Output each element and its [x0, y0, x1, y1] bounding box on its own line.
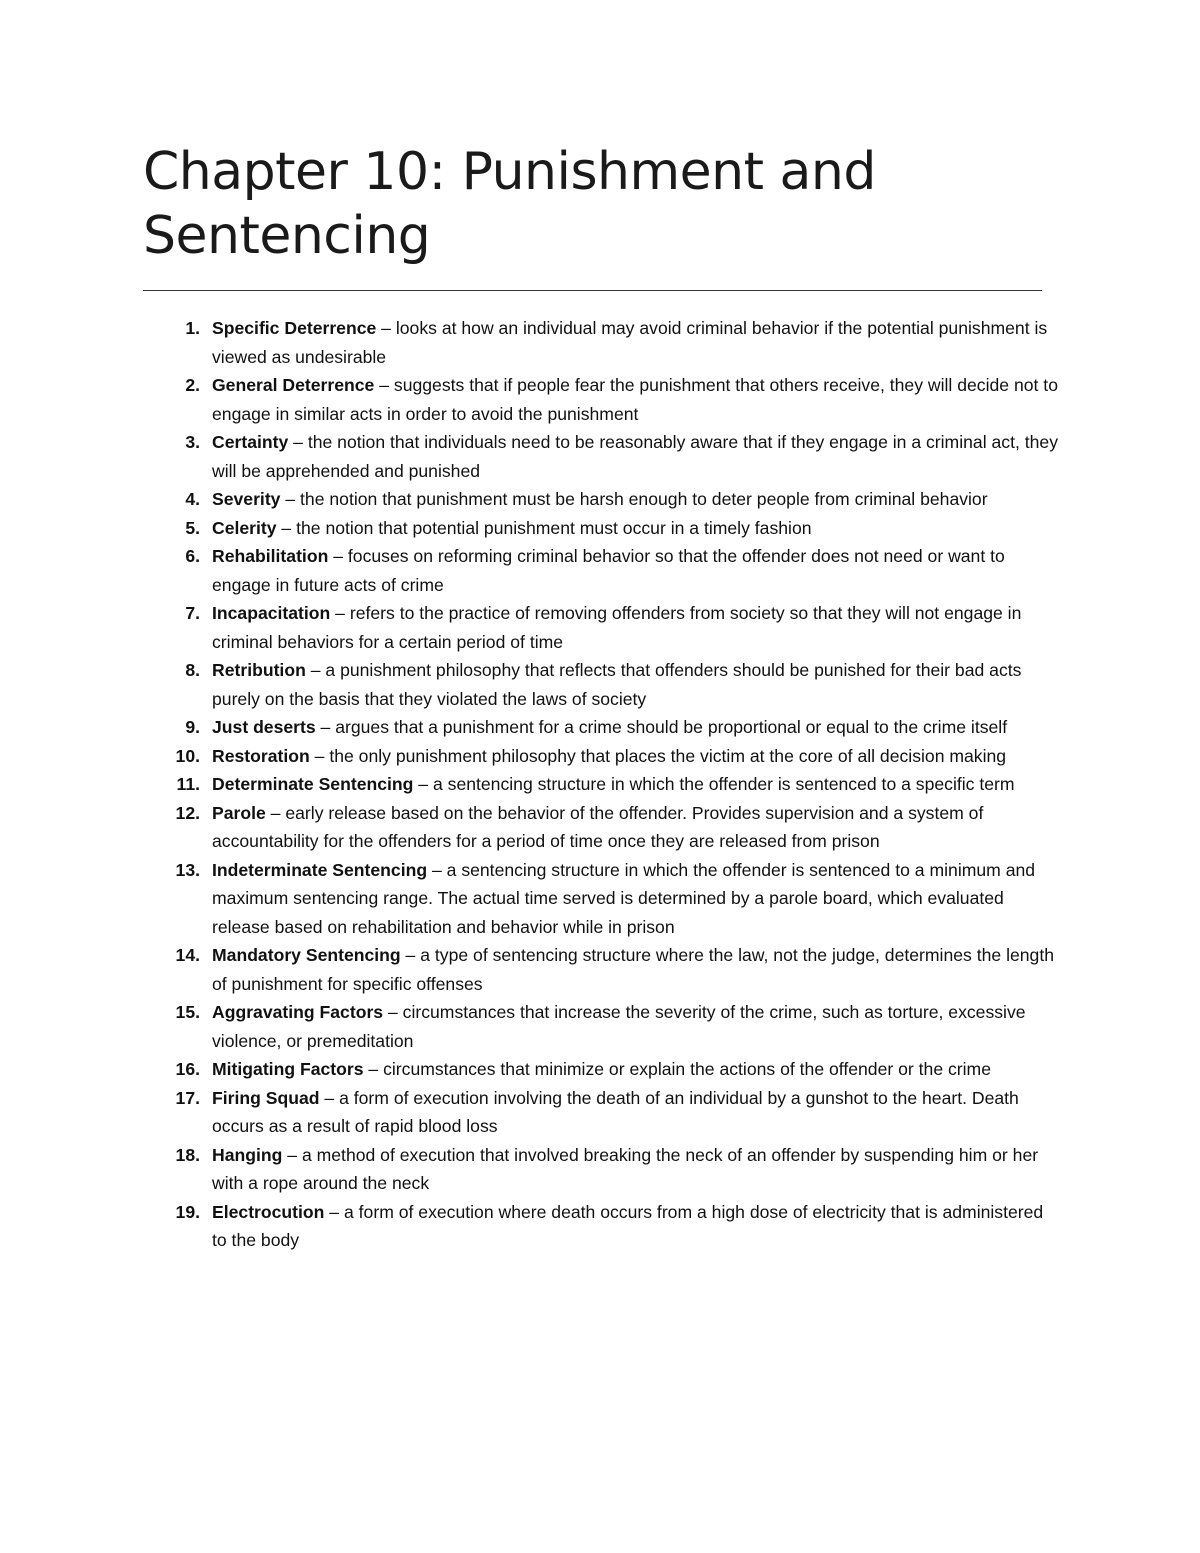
term-separator: – — [374, 375, 394, 395]
term-separator: – — [265, 802, 286, 823]
term-definition: the notion that potential punishment must occur in a timely fashion — [296, 517, 812, 538]
term-number: 19. — [175, 1201, 200, 1222]
term-definition: a form of execution where death occurs from a high dose of electricity that is administered to the body — [212, 1201, 1044, 1250]
term-name: Mandatory Sentencing — [212, 945, 401, 965]
term-item — [143, 799, 1061, 856]
terms-list — [143, 314, 1061, 1255]
term-item — [143, 1055, 1061, 1084]
term-item — [143, 599, 1061, 656]
term-item — [143, 1084, 1061, 1141]
term-item — [143, 742, 1061, 771]
term-separator: – — [315, 717, 336, 737]
term-item — [143, 770, 1061, 799]
term-number: 8. — [185, 660, 200, 680]
title-underline-divider — [143, 290, 1042, 291]
term-name: Celerity — [212, 517, 277, 538]
term-name: Mitigating Factors — [212, 1059, 364, 1079]
term-definition: circumstances that minimize or explain the actions of the offender or the crime — [383, 1059, 991, 1079]
term-item — [143, 371, 1061, 428]
term-number: 15. — [175, 1002, 200, 1022]
term-definition: a form of execution involving the death of an individual by a gunshot to the heart. Death occurs as a result of rapid blood loss — [212, 1087, 1019, 1136]
term-name: Certainty — [212, 432, 289, 452]
term-name: Aggravating Factors — [212, 1002, 384, 1022]
term-name: Specific Deterrence — [212, 318, 377, 338]
term-number: 2. — [185, 375, 200, 395]
term-item — [143, 998, 1061, 1055]
term-number: 14. — [175, 945, 200, 965]
term-number: 1. — [185, 318, 200, 338]
term-definition: a type of sentencing structure where the law, not the judge, determines the length of punishment for specific offenses — [212, 945, 1055, 994]
term-definition: looks at how an individual may avoid criminal behavior if the potential punishment is viewed as undesirable — [212, 318, 1048, 367]
term-name: Indeterminate Sentencing — [212, 859, 428, 880]
term-item — [143, 485, 1061, 514]
term-name: Determinate Sentencing — [212, 774, 414, 794]
term-definition: a sentencing structure in which the offender is sentenced to a minimum and maximum sentencing range. The actual time served is determined by a parole board, which evaluated release based on rehabilitation and behavior while in prison — [212, 859, 1036, 937]
term-definition: argues that a punishment for a crime should be proportional or equal to the crime itself — [335, 717, 1008, 737]
term-item — [143, 856, 1061, 942]
term-name: Electrocution — [212, 1201, 325, 1222]
term-name: Severity — [212, 489, 281, 509]
term-definition: the only punishment philosophy that places the victim at the core of all decision making — [329, 745, 1007, 766]
term-separator: – — [324, 1201, 344, 1222]
term-definition: refers to the practice of removing offenders from society so that they will not engage in criminal behaviors for a certain period of time — [212, 603, 1022, 652]
term-definition: suggests that if people fear the punishment that others receive, they will decide not to engage in similar acts in order to avoid the punishment — [212, 375, 1058, 424]
term-number: 17. — [175, 1087, 200, 1108]
term-separator: – — [413, 774, 433, 794]
term-name: Hanging — [212, 1144, 283, 1165]
term-name: General Deterrence — [212, 375, 375, 395]
term-separator: – — [309, 745, 330, 766]
term-separator: – — [282, 1144, 302, 1165]
term-separator: – — [305, 660, 326, 680]
term-definition: a method of execution that involved breaking the neck of an offender by suspending him or her with a rope around the neck — [212, 1144, 1039, 1193]
term-item — [143, 713, 1061, 742]
term-name: Just deserts — [212, 717, 316, 737]
term-definition: early release based on the behavior of the offender. Provides supervision and a system of accountability for the offenders for a period of time once they are released from prison — [212, 802, 984, 851]
term-number: 5. — [185, 517, 200, 538]
term-separator: – — [383, 1002, 403, 1022]
term-definition: circumstances that increase the severity of the crime, such as torture, excessive violence, or premeditation — [212, 1002, 1026, 1051]
term-item — [143, 542, 1061, 599]
term-separator: – — [319, 1087, 340, 1108]
term-item — [143, 1198, 1061, 1255]
term-definition: the notion that individuals need to be reasonably aware that if they engage in a criminal act, they will be apprehended and punished — [212, 432, 1058, 481]
term-item — [143, 941, 1061, 998]
term-number: 11. — [176, 774, 200, 794]
term-definition: a punishment philosophy that reflects that offenders should be punished for their bad acts purely on the basis that they violated the laws of society — [212, 660, 1022, 709]
term-definition: focuses on reforming criminal behavior so that the offender does not need or want to engage in future acts of crime — [212, 546, 1005, 595]
term-item — [143, 1141, 1061, 1198]
term-separator: – — [363, 1059, 384, 1079]
term-separator: – — [330, 603, 350, 623]
term-number: 3. — [185, 432, 200, 452]
term-item — [143, 514, 1061, 543]
term-separator: – — [427, 859, 447, 880]
term-number: 4. — [185, 489, 200, 509]
term-name: Incapacitation — [212, 603, 331, 623]
term-number: 10. — [175, 745, 200, 766]
term-name: Restoration — [212, 745, 310, 766]
term-separator: – — [328, 546, 348, 566]
term-definition: a sentencing structure in which the offender is sentenced to a specific term — [432, 774, 1015, 794]
term-number: 13. — [175, 859, 200, 880]
term-number: 12. — [175, 802, 200, 823]
term-name: Retribution — [212, 660, 306, 680]
term-separator: – — [280, 489, 301, 509]
term-number: 18. — [175, 1144, 200, 1165]
term-item — [143, 314, 1061, 371]
term-number: 16. — [175, 1059, 200, 1079]
term-name: Firing Squad — [212, 1087, 320, 1108]
term-number: 9. — [185, 717, 200, 737]
term-number: 7. — [185, 603, 200, 623]
term-number: 6. — [185, 546, 200, 566]
term-separator: – — [288, 432, 308, 452]
term-separator: – — [400, 945, 421, 965]
term-item — [143, 656, 1061, 713]
term-item — [143, 428, 1061, 485]
term-separator: – — [276, 517, 297, 538]
term-definition: the notion that punishment must be harsh enough to deter people from criminal behavior — [300, 489, 988, 509]
term-name: Parole — [212, 802, 266, 823]
term-separator: – — [376, 318, 396, 338]
page-title: Chapter 10: Punishment and Sentencing — [143, 142, 876, 266]
term-name: Rehabilitation — [212, 546, 329, 566]
